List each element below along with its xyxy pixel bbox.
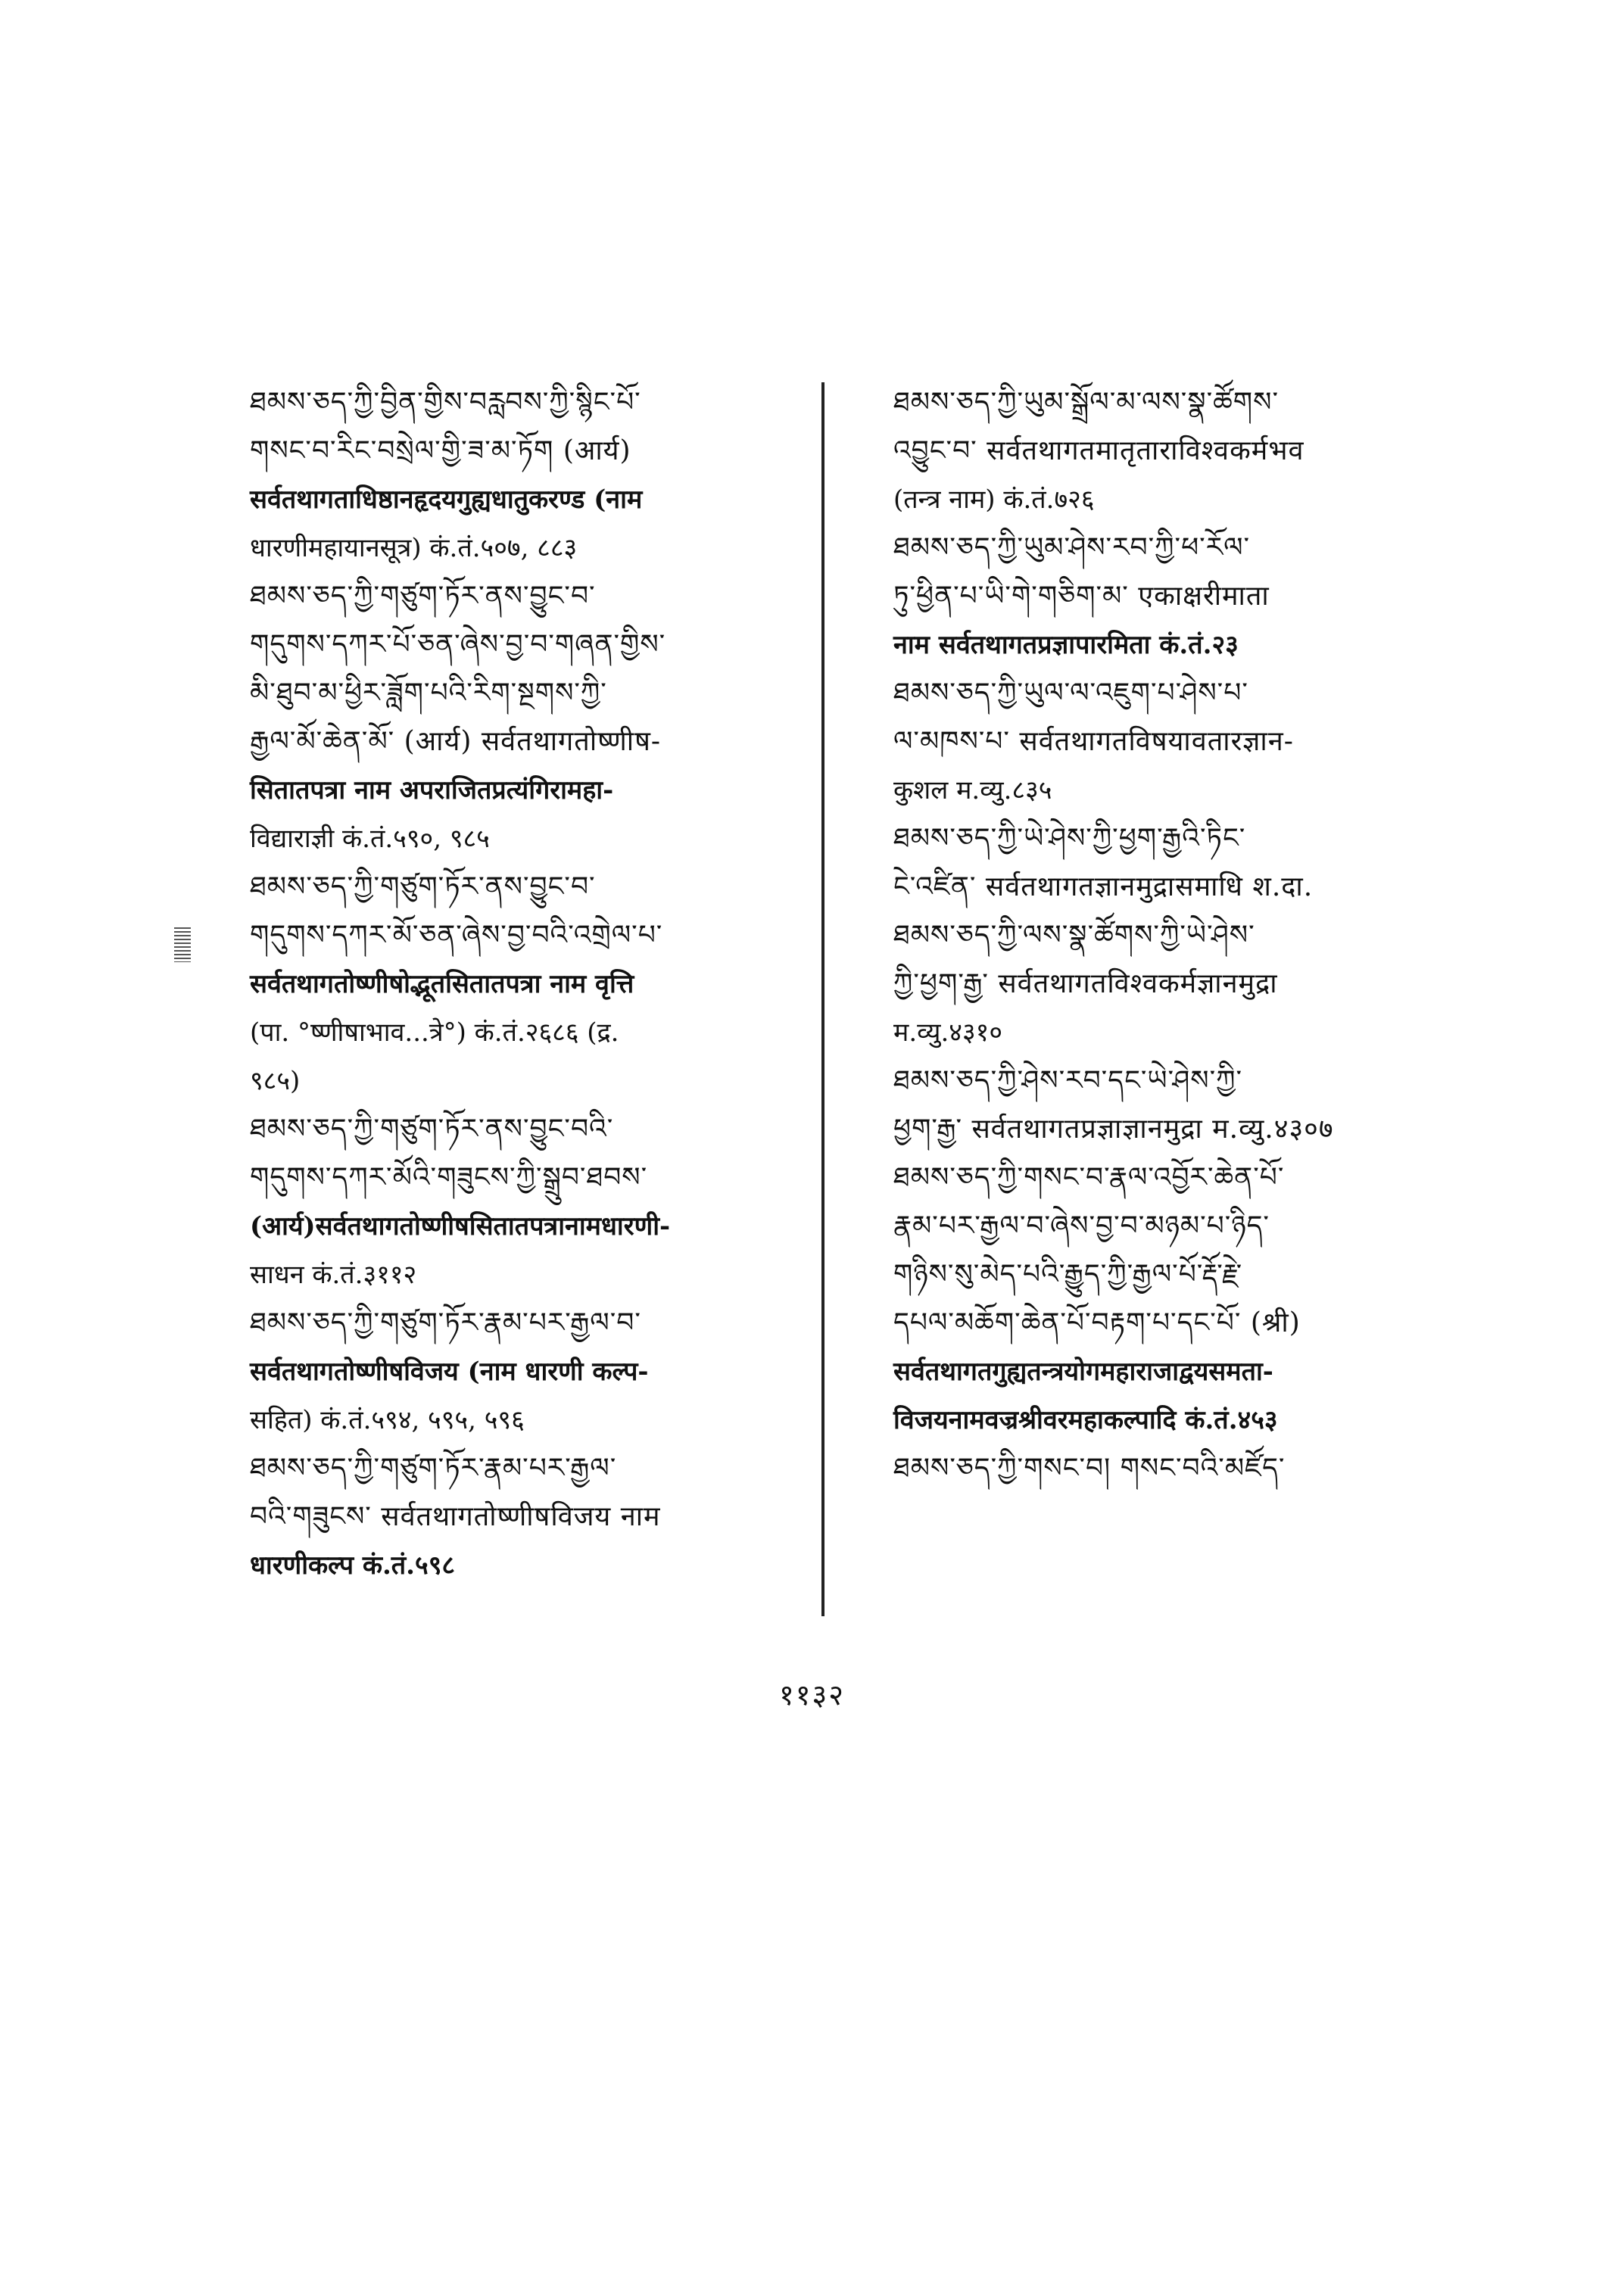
entry-line: ཕྱག་རྒྱ་ सर्वतथागतप्रज्ञाज्ञानमुद्रा म.व्यु.४३०७ bbox=[893, 1114, 1334, 1145]
entry-line: (पा. °ष्णीषाभाव...त्रे°) कं.तं.२६८६ (द्र. bbox=[250, 1017, 619, 1048]
entry-line: ཐམས་ཅད་ཀྱི་གཙུག་ཏོར་རྣམ་པར་རྒྱལ་བ་ bbox=[250, 1307, 641, 1338]
entry-line: ཀྱི་ཕྱག་རྒྱ་ सर्वतथागतविश्वकर्मज्ञानमुद्रा bbox=[893, 968, 1278, 999]
entry-line: कुशल म.व्यु.८३५ bbox=[893, 775, 1052, 805]
entry-line: ཐམས་ཅད་ཀྱི་གསང་བ་རྣལ་འབྱོར་ཆེན་པོ་ bbox=[893, 1162, 1285, 1193]
entry-line: ཐམས་ཅད་ཀྱི་ཡེ་ཤེས་ཀྱི་ཕྱག་རྒྱའི་ཏིང་ bbox=[893, 823, 1246, 854]
entry-line: सर्वतथागतोष्णीषोद्भूतसितातपत्रा नाम वृत्ति bbox=[250, 969, 634, 999]
entry-line: म.व्यु.४३१० bbox=[893, 1017, 1003, 1048]
entry-line: सहित) कं.तं.५९४, ५९५, ५९६ bbox=[250, 1405, 525, 1435]
entry-line: (आर्य)सर्वतथागतोष्णीषसितातपत्रानामधारणी- bbox=[250, 1211, 671, 1242]
entry-line: གསང་བ་རིང་བསྲེལ་གྱི་ཟ་མ་ཏོག (आर्य) bbox=[250, 435, 631, 466]
entry-line: नाम सर्वतथागतप्रज्ञापारमिता कं.तं.२३ bbox=[893, 630, 1239, 660]
entry-line: མི་ཐུབ་མ་ཕྱིར་ཟློག་པའི་རིག་སྔགས་ཀྱི་ bbox=[250, 678, 607, 709]
entry-line: ཐམས་ཅད་ཀྱི་གཙུག་ཏོར་རྣམ་པར་རྒྱལ་ bbox=[250, 1453, 617, 1484]
entry-line: सर्वतथागताधिष्ठानहृदयगुह्यधातुकरण्ड (नाम bbox=[250, 484, 643, 515]
entry-line: གདུགས་དཀར་མོའི་གཟུངས་ཀྱི་སྒྲུབ་ཐབས་ bbox=[250, 1162, 648, 1193]
entry-line: གཉིས་སུ་མེད་པའི་རྒྱུད་ཀྱི་རྒྱལ་པོ་རྡོ་རྗེ་ bbox=[893, 1259, 1243, 1290]
entry-line: धारणीकल्प कं.तं.५९८ bbox=[250, 1550, 456, 1581]
column-divider bbox=[821, 382, 824, 1616]
page-number: ११३२ bbox=[778, 1678, 846, 1712]
entry-line: གདུགས་དཀར་པོ་ཅན་ཞེས་བྱ་བ་གཞན་གྱིས་ bbox=[250, 629, 666, 660]
entry-line: साधन कं.तं.३११२ bbox=[250, 1260, 417, 1290]
entry-line: ཐམས་ཅད་ཀྱི་གཙུག་ཏོར་ནས་བྱུང་བའི་ bbox=[250, 1114, 614, 1145]
entry-line: འབྱུང་བ་ सर्वतथागतमातृताराविश्वकर्मभव bbox=[893, 435, 1304, 466]
entry-line: धारणीमहायानसूत्र) कं.तं.५०७, ८८३ bbox=[250, 533, 578, 563]
entry-line: ཐམས་ཅད་ཀྱི་ཡུམ་སྒྲོལ་མ་ལས་སྣ་ཚོགས་ bbox=[893, 387, 1280, 418]
left-column bbox=[250, 379, 803, 1590]
entry-line: རྒྱལ་མོ་ཆེན་མོ་ (आर्य) सर्वतथागतोष्णीष- bbox=[250, 726, 662, 757]
right-column bbox=[893, 379, 1476, 1493]
entry-line: རྣམ་པར་རྒྱལ་བ་ཞེས་བྱ་བ་མཉམ་པ་ཉིད་ bbox=[893, 1210, 1270, 1242]
entry-line: सर्वतथागतोष्णीषविजय (नाम धारणी कल्प- bbox=[250, 1357, 649, 1387]
entry-line: ९८५) bbox=[250, 1066, 301, 1096]
entry-line: विद्याराज्ञी कं.तं.५९०, ९८५ bbox=[250, 824, 490, 854]
entry-line: གདུགས་དཀར་མོ་ཅན་ཞེས་བྱ་བའི་འགྲེལ་པ་ bbox=[250, 920, 663, 951]
entry-line: ཐམས་ཅད་ཀྱི་གཙུག་ཏོར་ནས་བྱུང་བ་ bbox=[250, 871, 596, 902]
entry-line: ཐམས་ཅད་ཀྱི་གསང་བ། གསང་བའི་མཛོད་ bbox=[893, 1453, 1286, 1484]
entry-line: ཏུ་ཕྱིན་པ་ཡི་གེ་གཅིག་མ་ एकाक्षरीमाता bbox=[893, 581, 1270, 612]
entry-line: (तन्त्र नाम) कं.तं.७२६ bbox=[893, 484, 1095, 515]
entry-line: ཐམས་ཅད་ཀྱི་ཡུམ་ཤེས་རབ་ཀྱི་ཕ་རོལ་ bbox=[893, 532, 1251, 563]
entry-line: ངེ་འཛིན་ सर्वतथागतज्ञानमुद्रासमाधि श.दा. bbox=[893, 871, 1314, 902]
entry-line: ཐམས་ཅད་ཀྱི་ལས་སྣ་ཚོགས་ཀྱི་ཡེ་ཤེས་ bbox=[893, 920, 1255, 951]
entry-line: ལ་མཁས་པ་ सर्वतथागतविषयावतारज्ञान- bbox=[893, 726, 1294, 757]
entry-line: ཐམས་ཅད་ཀྱི་གཙུག་ཏོར་ནས་བྱུང་བ་ bbox=[250, 581, 596, 612]
entry-line: བའི་གཟུངས་ सर्वतथागतोष्णीषविजय नाम bbox=[250, 1501, 661, 1532]
entry-line: सर्वतथागतगुह्यतन्त्रयोगमहाराजाद्वयसमता- bbox=[893, 1357, 1273, 1387]
margin-tick-marks bbox=[174, 927, 191, 962]
entry-line: ཐམས་ཅད་ཀྱི་ཡུལ་ལ་འཇུག་པ་ཤེས་པ་ bbox=[893, 678, 1248, 709]
entry-line: विजयनामवज्रश्रीवरमहाकल्पादि कं.तं.४५३ bbox=[893, 1405, 1278, 1435]
entry-line: सितातपत्रा नाम अपराजितप्रत्यंगिरामहा- bbox=[250, 775, 614, 805]
entry-line: དཔལ་མཆོག་ཆེན་པོ་བརྟག་པ་དང་པོ་ (श्री) bbox=[893, 1307, 1301, 1338]
entry-line: ཐམས་ཅད་ཀྱི་ཤེས་རབ་དང་ཡེ་ཤེས་ཀྱི་ bbox=[893, 1065, 1243, 1096]
entry-line: ཐམས་ཅད་ཀྱི་བྱིན་གྱིས་བརླབས་ཀྱི་སྙིང་པོ་ bbox=[250, 387, 641, 418]
